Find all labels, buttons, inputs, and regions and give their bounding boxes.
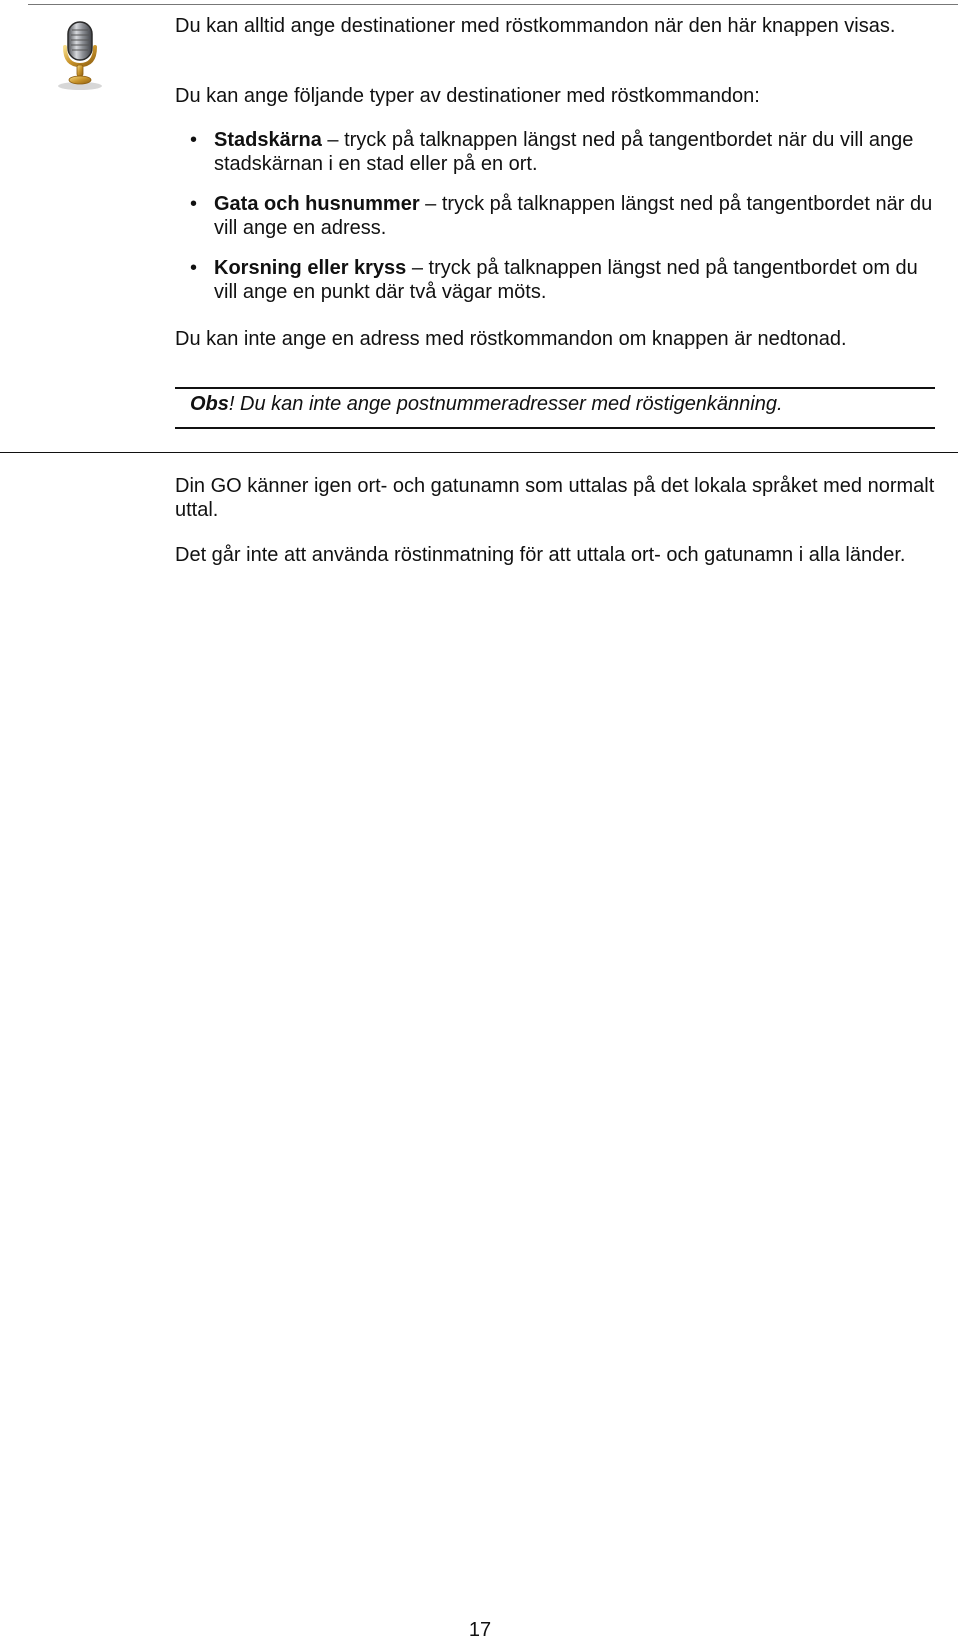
bullet-description: – tryck på talknappen längst ned på tangentbordet när du vill ange en adress. [214, 193, 933, 239]
microphone-icon-container [30, 12, 130, 92]
recognition-paragraph: Din GO känner igen ort- och gatunamn som uttalas på det lokala språket med normalt uttal. [175, 475, 935, 521]
bullet-street-house-number [190, 192, 935, 240]
bullet-description: – tryck på talknappen längst ned på tangentbordet när du vill ange stadskärnan i en stad eller på en ort. [214, 129, 914, 175]
bullet-term: Stadskärna [214, 129, 322, 151]
bullet-marker: • [190, 257, 198, 279]
bullet-intersection [190, 256, 935, 304]
note-box [190, 392, 935, 416]
bullet-text [214, 128, 935, 176]
limitation-paragraph: Det går inte att använda röstinmatning för att uttala ort- och gatunamn i alla länder. [175, 544, 906, 566]
page-number: 17 [468, 1619, 492, 1641]
bullet-term: Korsning eller kryss [214, 257, 407, 279]
bullet-marker: • [190, 193, 198, 215]
intro-paragraph: Du kan alltid ange destinationer med röstkommandon när den här knappen visas. [175, 15, 896, 37]
note-text: ! Du kan inte ange postnummeradresser med röstigenkänning. [228, 393, 783, 415]
bullet-description: – tryck på talknappen längst ned på tangentbordet om du vill ange en punkt där två vägar möts. [214, 257, 918, 303]
section-divider [0, 452, 958, 453]
destination-types-intro: Du kan ange följande typer av destinationer med röstkommandon: [175, 85, 760, 107]
bullet-term: Gata och husnummer [214, 193, 420, 215]
bullet-city-center [190, 128, 935, 176]
disabled-button-note: Du kan inte ange en adress med röstkommandon om knappen är nedtonad. [175, 328, 847, 350]
bullet-text [214, 192, 935, 240]
note-label: Obs [190, 393, 229, 415]
microphone-icon [40, 12, 120, 92]
note-bottom-rule [175, 427, 935, 429]
top-divider [28, 4, 958, 5]
bullet-marker: • [190, 129, 198, 151]
note-top-rule [175, 387, 935, 389]
bullet-text [214, 256, 935, 304]
